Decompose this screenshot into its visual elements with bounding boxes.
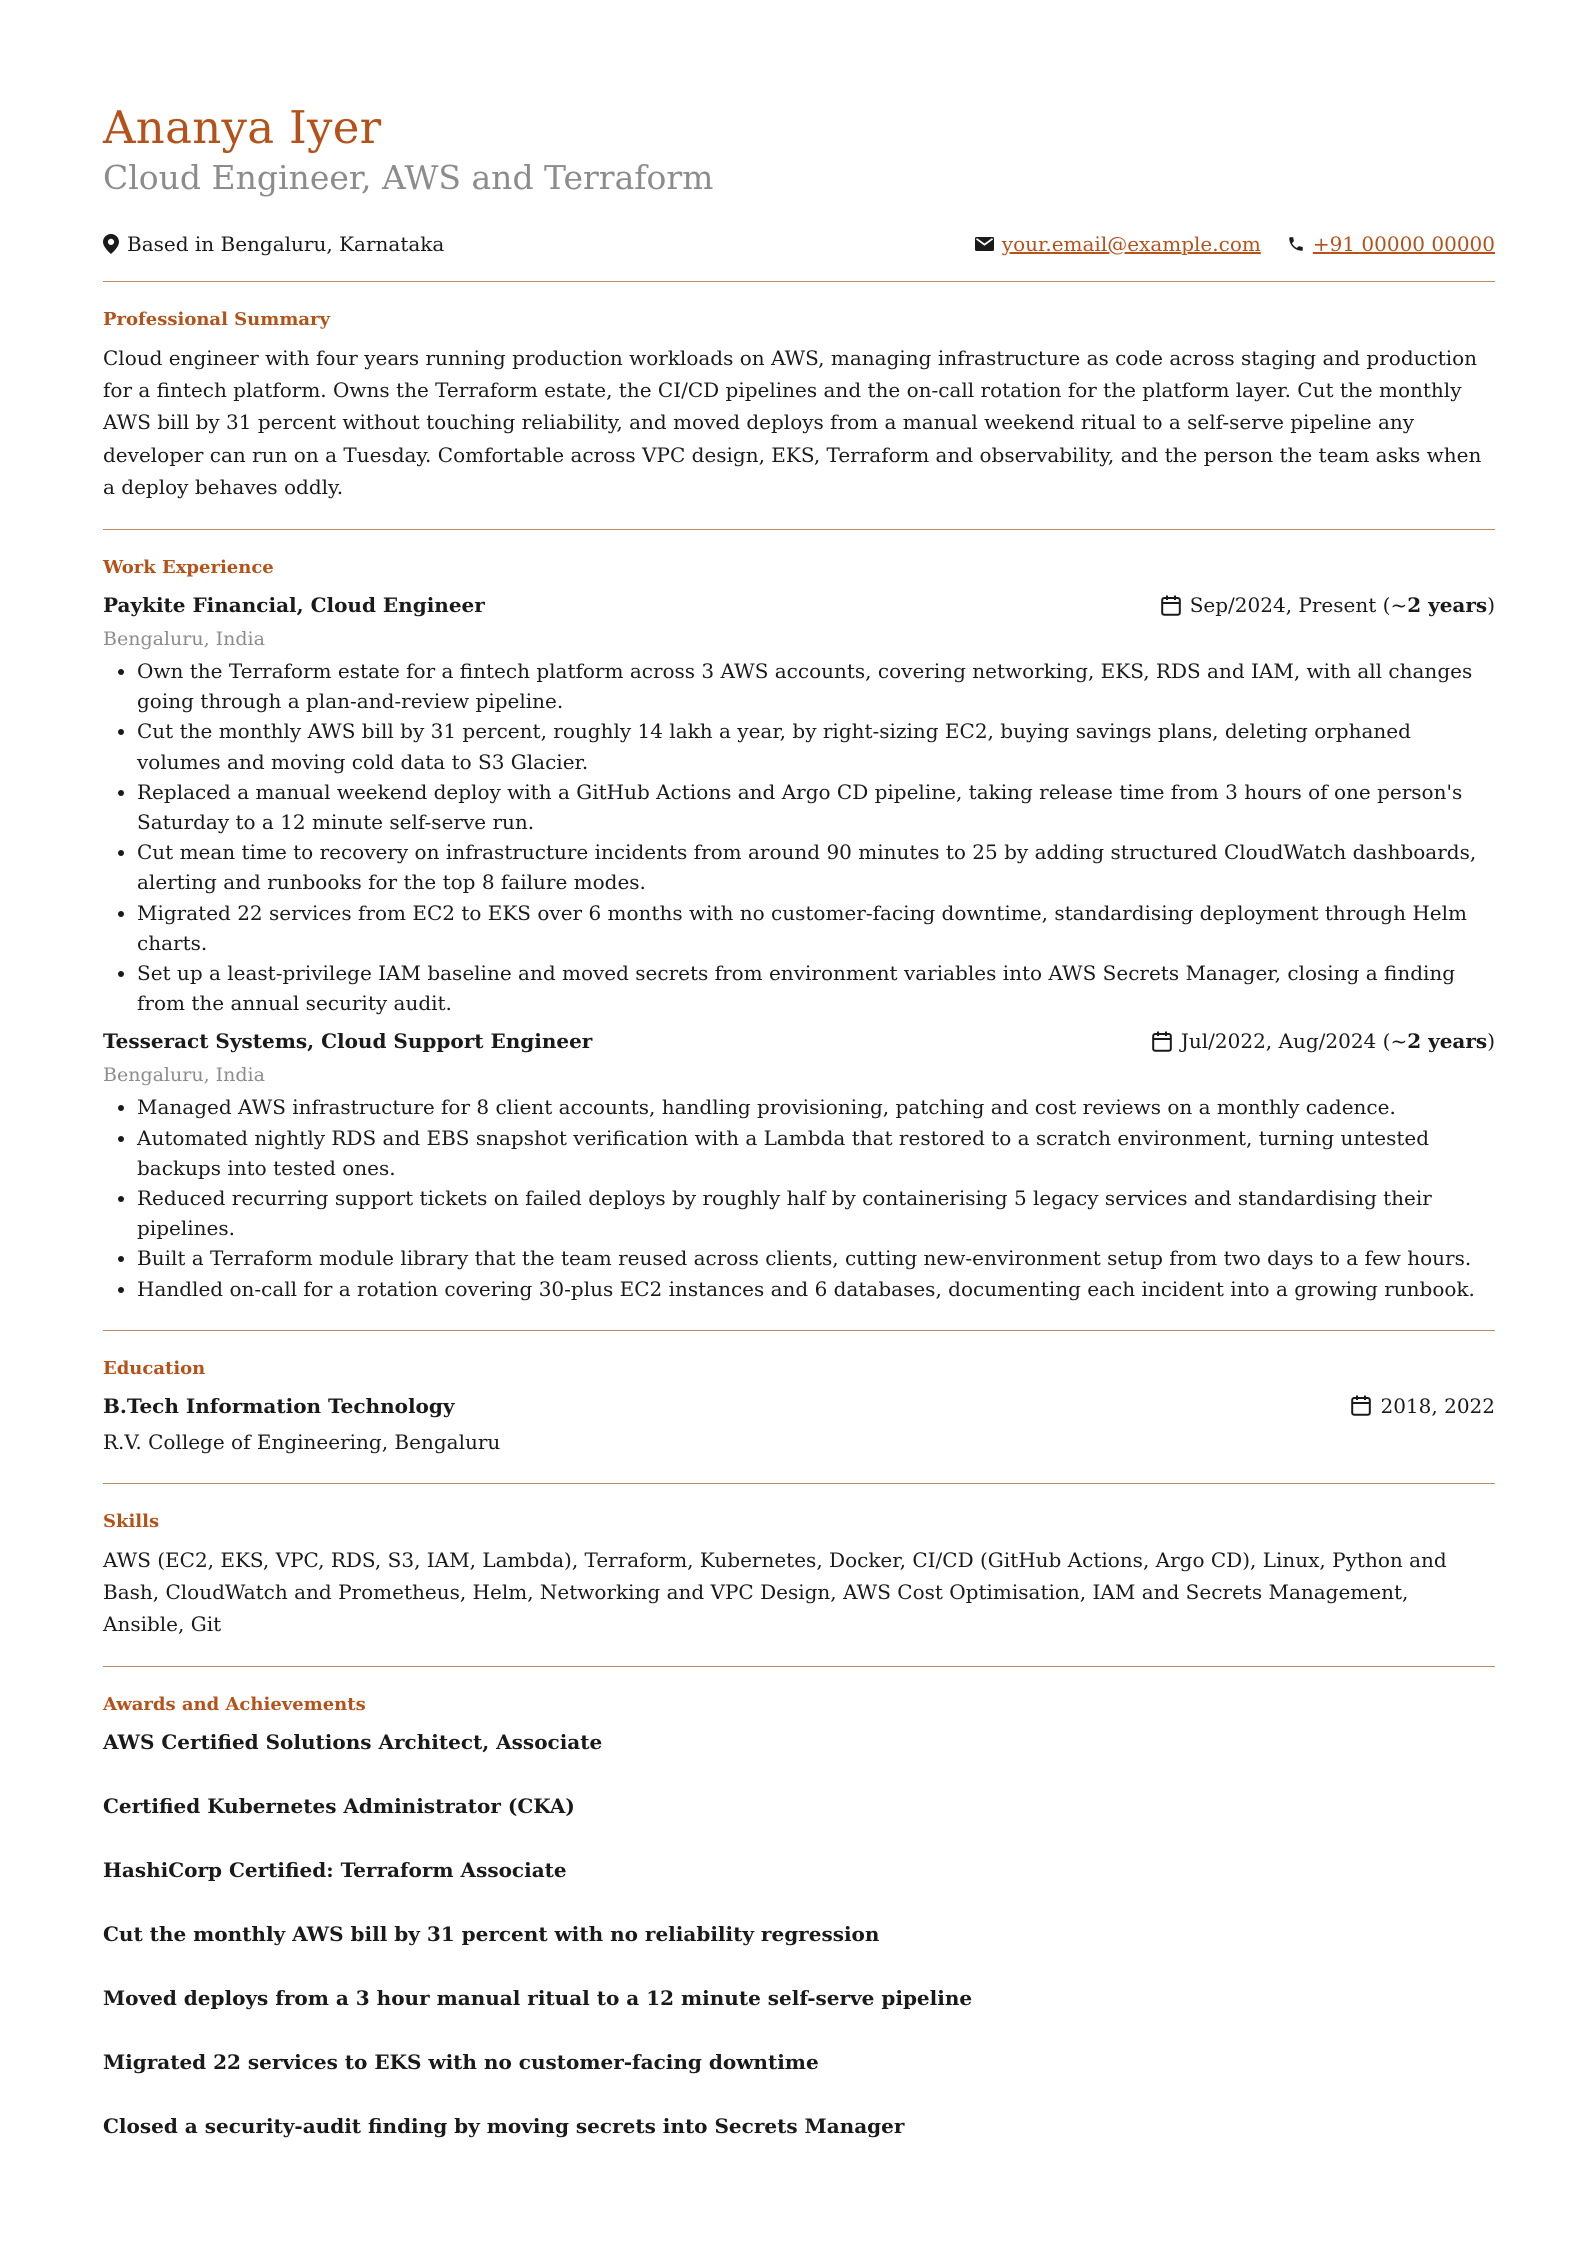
section-title: Education [103, 1357, 206, 1379]
list-item: • Set up a least-privilege IAM baseline and moved secrets from environment variables into AWS Secrets Manager, closing a finding from the annual security audit. [137, 958, 1495, 1018]
company-name: Paykite Financial [103, 593, 297, 618]
education-section [103, 1331, 1495, 1483]
skills-text: AWS (EC2, EKS, VPC, RDS, S3, IAM, Lambda), Terraform, Kubernetes, Docker, CI/CD (GitHub Actions, Argo CD), Linux, Python and Bash, CloudWatch and Prometheus, Helm, Networking and VPC Design, AWS Cost Optimisation, IAM and Secrets Management, Ansible, Git [103, 1547, 1447, 1637]
section-title: Skills [103, 1510, 160, 1532]
job-header [103, 1026, 1495, 1056]
list-item: • Managed AWS infrastructure for 8 client accounts, handling provisioning, patching and cost reviews on a monthly cadence. [137, 1092, 1495, 1122]
date-close: ) [1487, 1029, 1495, 1054]
section-title: Professional Summary [103, 309, 330, 330]
map-pin-icon [103, 234, 119, 254]
date-range: 2018, 2022 [1380, 1393, 1495, 1418]
email-item [975, 230, 1261, 258]
date-range: Sep/2024, Present (~ [1189, 593, 1408, 618]
education-dates [1351, 1391, 1495, 1421]
location-text: Based in Bengaluru, Karnataka [127, 232, 445, 256]
summary-text: Cloud engineer with four years running production workloads on AWS, managing infrastructure as code across staging and production for a fintech platform. Owns the Terraform estate, the CI/CD pipelines and the on-call rotation for the platform layer. Cut the monthly AWS bill by 31 percent without touching reliability, and moved deploys from a manual weekend ritual to a self-serve pipeline any developer can run on a Tuesday. Comfortable across VPC design, EKS, Terraform and observability, and the person the team asks when a deploy behaves oddly. [103, 346, 1482, 499]
date-range: Jul/2022, Aug/2024 (~ [1180, 1029, 1408, 1054]
award-item: Cut the monthly AWS bill by 31 percent with no reliability regression [103, 1922, 880, 1947]
list-item: • Cut mean time to recovery on infrastructure incidents from around 90 minutes to 25 by adding structured CloudWatch dashboards, alerting and runbooks for the top 8 failure modes. [137, 837, 1495, 897]
award-item: HashiCorp Certified: Terraform Associate [103, 1858, 567, 1883]
job-entry [103, 590, 1495, 1018]
list-item: • Migrated 22 services from EC2 to EKS over 6 months with no customer-facing downtime, standardising deployment through Helm charts. [137, 898, 1495, 958]
list-item: • Own the Terraform estate for a fintech platform across 3 AWS accounts, covering networking, EKS, RDS and IAM, with all changes going through a plan-and-review pipeline. [137, 656, 1495, 716]
envelope-icon [975, 237, 994, 251]
list-item: • Automated nightly RDS and EBS snapshot verification with a Lambda that restored to a scratch environment, turning untested backups into tested ones. [137, 1123, 1495, 1183]
award-item: Closed a security-audit finding by moving secrets into Secrets Manager [103, 2114, 905, 2139]
job-bullets [103, 656, 1495, 1018]
job-role: Cloud Engineer [310, 593, 485, 618]
awards-section [103, 1667, 1495, 2167]
contact-links [949, 230, 1495, 258]
calendar-icon [1351, 1395, 1371, 1416]
job-title: Tesseract Systems, Cloud Support Engineer [103, 1029, 593, 1054]
calendar-icon [1161, 595, 1181, 616]
education-header [103, 1391, 1495, 1421]
experience-section [103, 530, 1495, 1330]
school: R.V. College of Engineering, Bengaluru [103, 1429, 501, 1454]
contact-row [103, 230, 1495, 258]
list-item: • Handled on-call for a rotation covering 30-plus EC2 instances and 6 databases, documenting each incident into a growing runbook. [137, 1274, 1495, 1304]
phone-item [1287, 230, 1495, 258]
job-title: Paykite Financial, Cloud Engineer [103, 593, 485, 618]
list-item: • Reduced recurring support tickets on failed deploys by roughly half by containerising 5 legacy services and standardising their pipelines. [137, 1183, 1495, 1243]
award-item: Moved deploys from a 3 hour manual ritual to a 12 minute self-serve pipeline [103, 1986, 973, 2011]
resume-page [103, 100, 1495, 2167]
list-item: • Built a Terraform module library that the team reused across clients, cutting new-environment setup from two days to a few hours. [137, 1243, 1495, 1273]
skills-section [103, 1484, 1495, 1667]
award-item: Migrated 22 services to EKS with no customer-facing downtime [103, 2050, 819, 2075]
job-dates [1152, 1026, 1495, 1056]
duration: 2 years [1407, 1029, 1488, 1054]
job-dates [1161, 590, 1495, 620]
degree: B.Tech Information Technology [103, 1393, 455, 1418]
company-name: Tesseract Systems [103, 1029, 308, 1054]
job-bullets [103, 1092, 1495, 1303]
award-item: Certified Kubernetes Administrator (CKA) [103, 1794, 575, 1819]
date-close: ) [1487, 593, 1495, 618]
job-header [103, 590, 1495, 620]
phone-link[interactable]: +91 00000 00000 [1312, 232, 1495, 256]
section-title: Work Experience [103, 557, 274, 579]
job-location: Bengaluru, India [103, 628, 265, 651]
location-item [103, 230, 444, 258]
award-item: AWS Certified Solutions Architect, Associate [103, 1730, 603, 1755]
duration: 2 years [1407, 593, 1488, 618]
candidate-headline: Cloud Engineer, AWS and Terraform [103, 158, 714, 197]
candidate-name: Ananya Iyer [103, 101, 382, 154]
job-role: Cloud Support Engineer [321, 1029, 593, 1054]
email-link[interactable]: your.email@example.com [1001, 232, 1261, 256]
list-item: • Cut the monthly AWS bill by 31 percent, roughly 14 lakh a year, by right-sizing EC2, buying savings plans, deleting orphaned volumes and moving cold data to S3 Glacier. [137, 716, 1495, 776]
job-entry [103, 1026, 1495, 1303]
awards-list [103, 1727, 1495, 2141]
list-item: • Replaced a manual weekend deploy with a GitHub Actions and Argo CD pipeline, taking release time from 3 hours of one person's Saturday to a 12 minute self-serve run. [137, 777, 1495, 837]
calendar-icon [1152, 1031, 1172, 1052]
summary-section [103, 282, 1495, 529]
job-location: Bengaluru, India [103, 1064, 265, 1087]
phone-icon [1287, 235, 1305, 253]
section-title: Awards and Achievements [103, 1694, 366, 1716]
